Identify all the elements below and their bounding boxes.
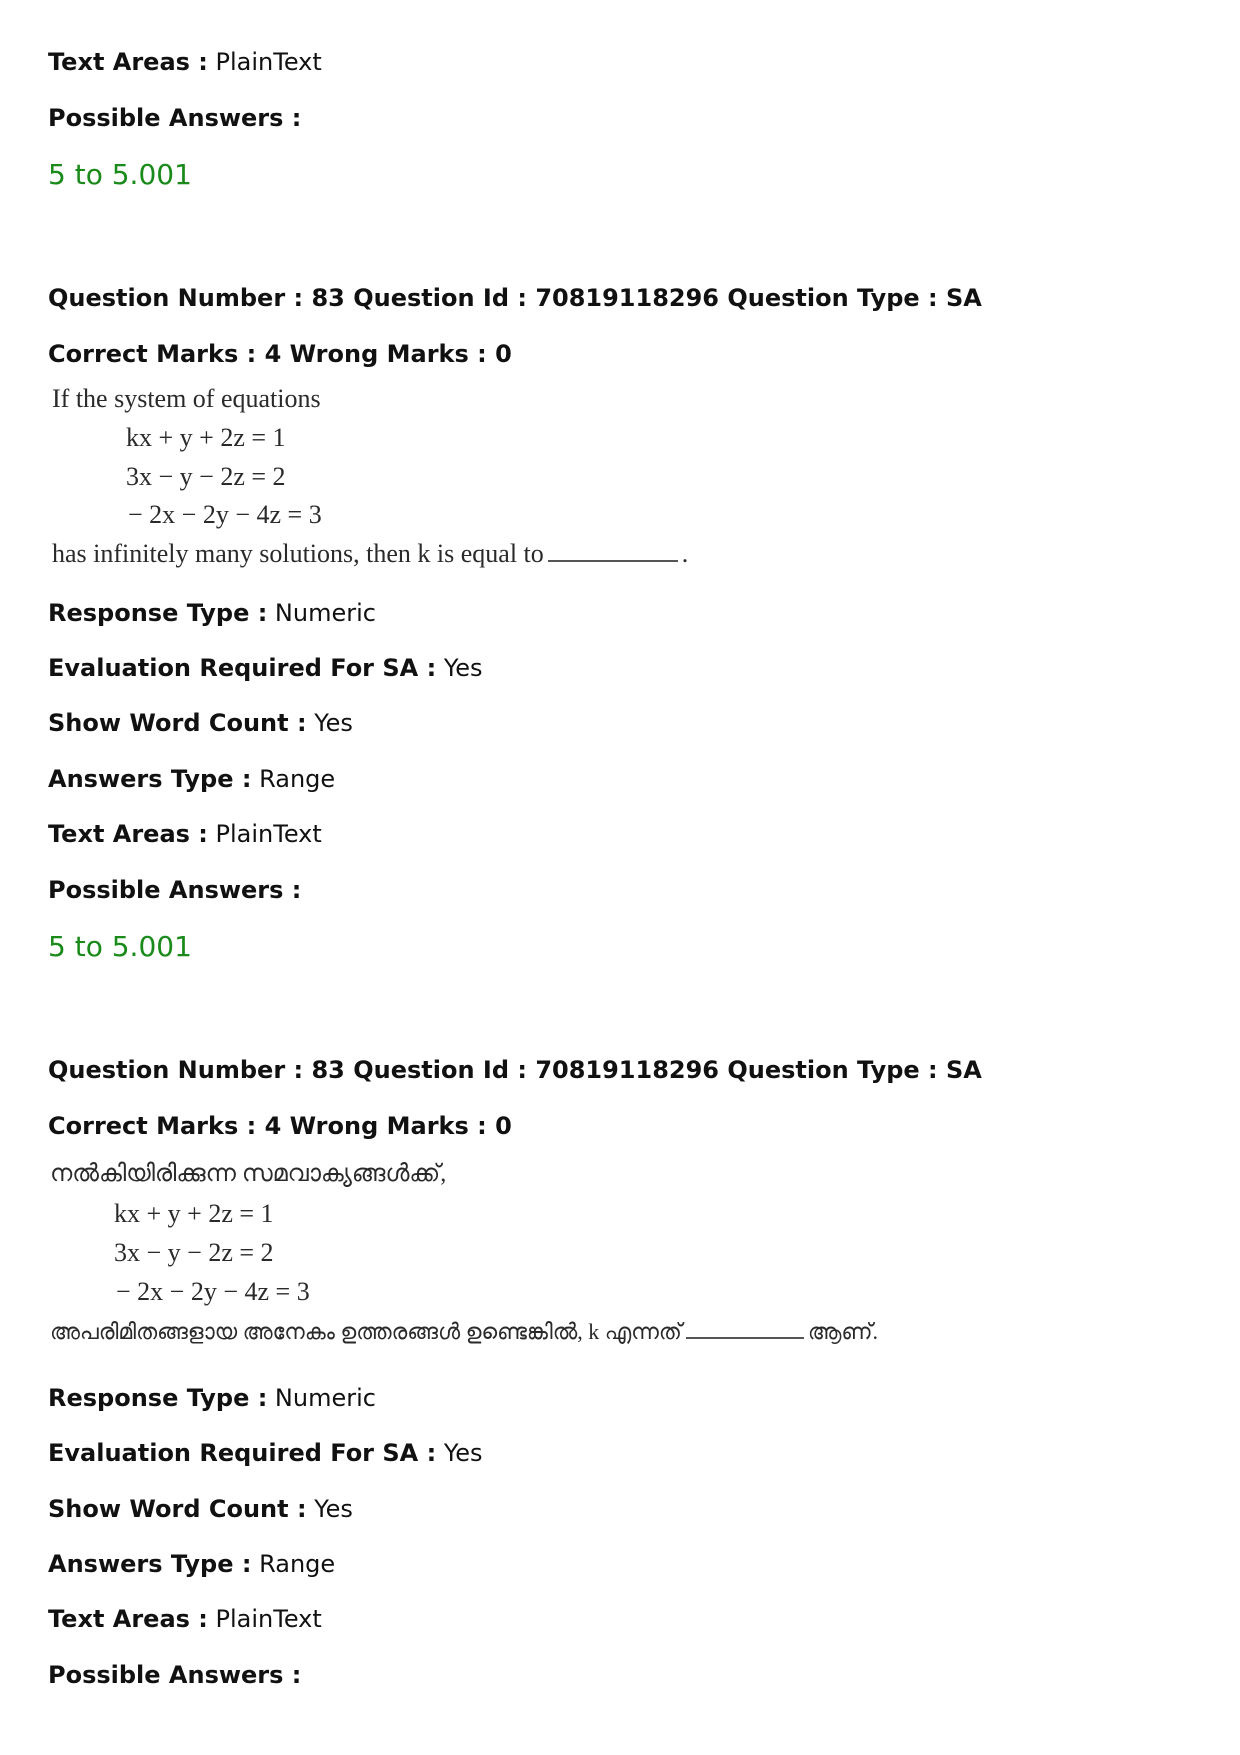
answers-type-row: Answers Type : Range: [48, 765, 336, 793]
possible-answers-label: Possible Answers :: [48, 104, 302, 132]
question-header: Question Number : 83 Question Id : 70819118296 Question Type : SA: [48, 284, 982, 312]
question-intro: If the system of equations: [52, 384, 321, 413]
question-marks: Correct Marks : 4 Wrong Marks : 0: [48, 340, 512, 368]
question-outro: അപരിമിതങ്ങളായ അനേകം ഉത്തരങ്ങൾ ഉണ്ടെങ്കിൽ, k എന്നത് ആണ്.: [50, 1319, 879, 1344]
response-type-row: Response Type : Numeric: [48, 1384, 376, 1412]
question-intro: നൽകിയിരിക്കുന്ന സമവാക്യങ്ങൾക്ക്,: [50, 1161, 447, 1187]
show-word-count-row: Show Word Count : Yes: [48, 709, 353, 737]
possible-answer-value: 5 to 5.001: [48, 930, 192, 963]
possible-answers-row: Possible Answers :: [48, 876, 302, 904]
text-areas-label: Text Areas :: [48, 48, 208, 76]
equation-3: − 2x − 2y − 4z = 3: [128, 500, 322, 529]
equation-1: kx + y + 2z = 1: [114, 1199, 274, 1228]
answers-type-row: Answers Type : Range: [48, 1550, 336, 1578]
answer-blank: [686, 1317, 804, 1339]
equation-3: − 2x − 2y − 4z = 3: [116, 1277, 310, 1306]
equation-2: 3x − y − 2z = 2: [126, 462, 286, 491]
equation-1: kx + y + 2z = 1: [126, 423, 286, 452]
possible-answers-row: [48, 103, 301, 133]
answer-blank: [548, 540, 678, 562]
text-areas-value: PlainText: [207, 48, 322, 76]
evaluation-required-row: Evaluation Required For SA : Yes: [48, 1439, 483, 1467]
question-outro: has infinitely many solutions, then k is equal to .: [52, 539, 689, 568]
possible-answers-row: Possible Answers :: [48, 1661, 302, 1689]
text-areas-row: [48, 47, 322, 77]
question-content-english: [52, 384, 812, 580]
text-areas-row: Text Areas : PlainText: [48, 1605, 322, 1633]
text-areas-row: Text Areas : PlainText: [48, 820, 322, 848]
question-content-malayalam: [50, 1159, 950, 1357]
question-header: Question Number : 83 Question Id : 70819118296 Question Type : SA: [48, 1056, 982, 1084]
evaluation-required-row: Evaluation Required For SA : Yes: [48, 654, 483, 682]
equation-2: 3x − y − 2z = 2: [114, 1238, 274, 1267]
possible-answer-value: 5 to 5.001: [48, 158, 192, 191]
response-type-row: Response Type : Numeric: [48, 599, 376, 627]
question-marks: Correct Marks : 4 Wrong Marks : 0: [48, 1112, 512, 1140]
show-word-count-row: Show Word Count : Yes: [48, 1495, 353, 1523]
